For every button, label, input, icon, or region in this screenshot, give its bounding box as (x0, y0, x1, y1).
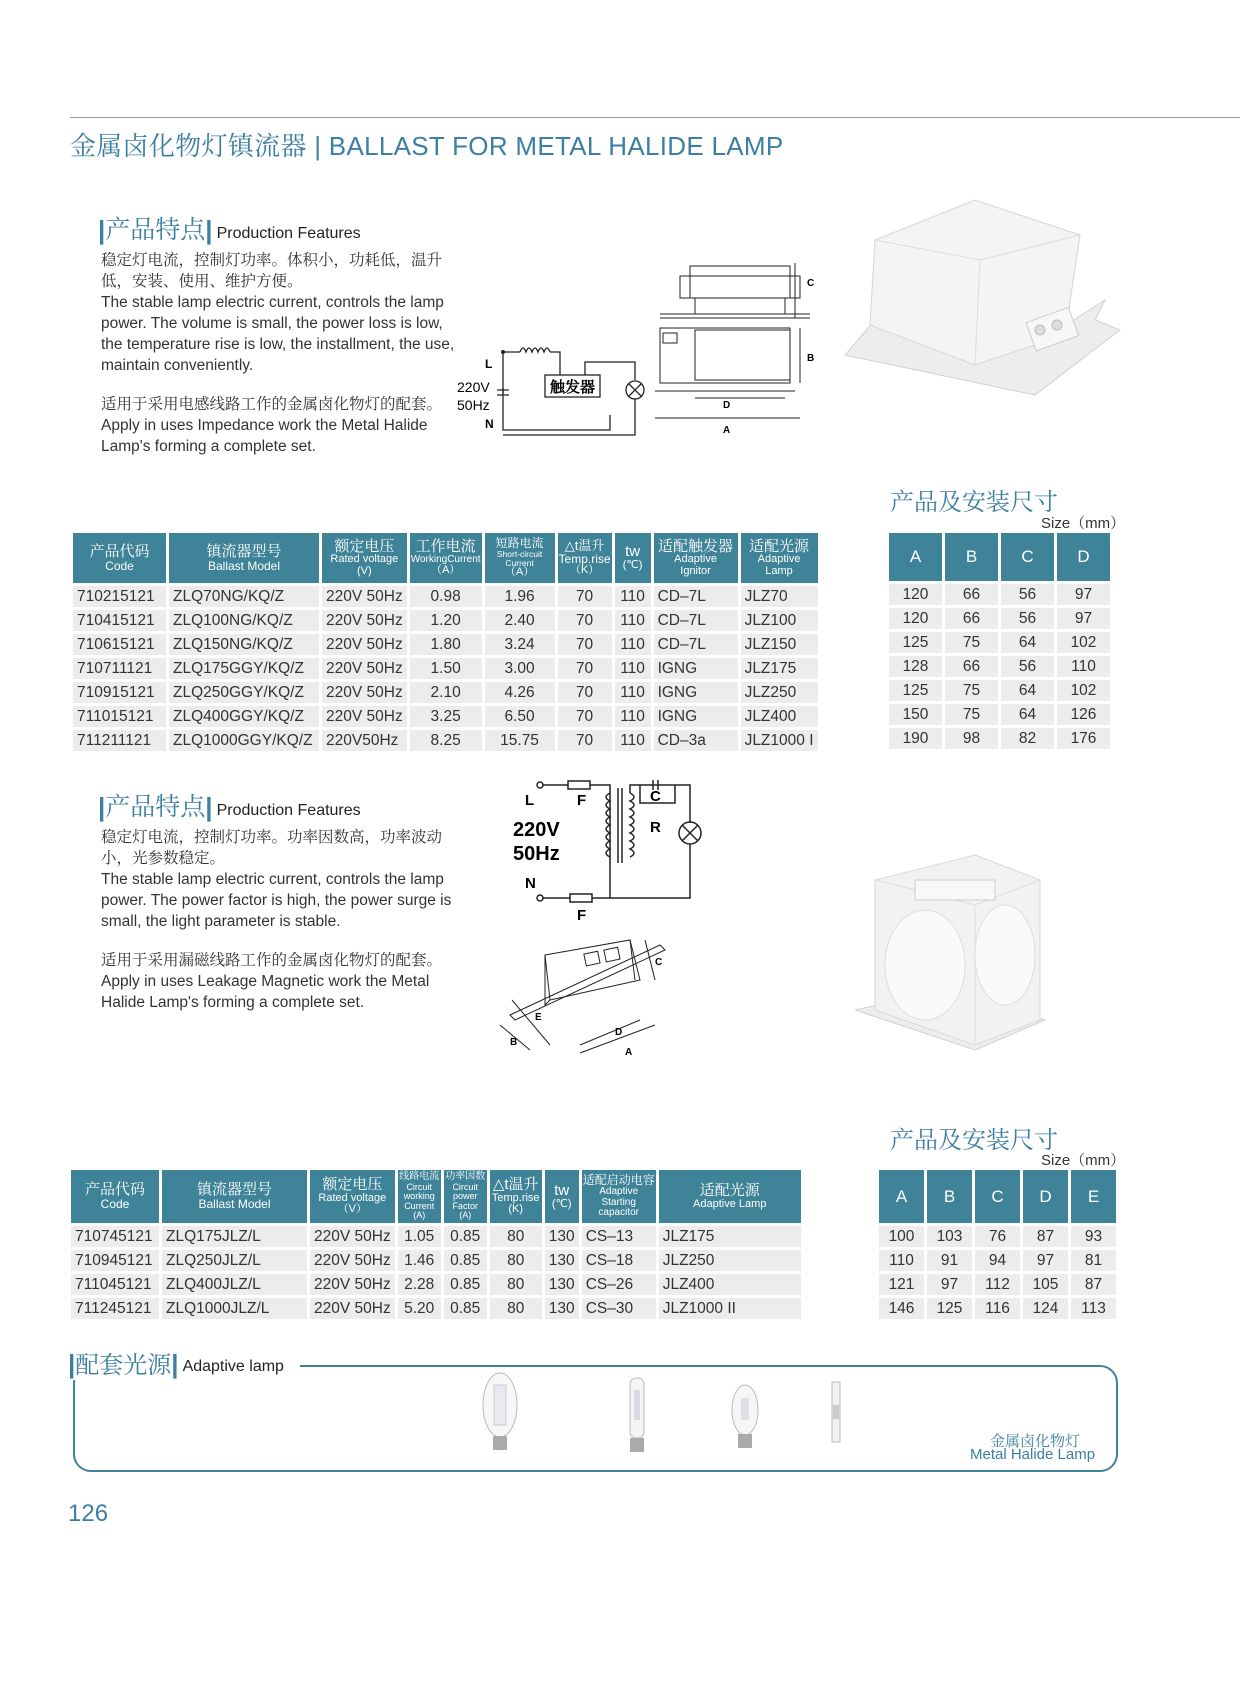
table-cell: 64 (1001, 704, 1054, 725)
table-cell: 128 (889, 656, 942, 677)
table-cell: 120 (889, 584, 942, 605)
table-cell: 87 (1071, 1274, 1116, 1295)
table-cell: JLZ400 (659, 1274, 801, 1295)
heading-bar: | (205, 792, 213, 822)
table-cell: 97 (927, 1274, 972, 1295)
table-row (73, 682, 818, 703)
heading-bar: | (205, 215, 213, 245)
th-size-d: D (1023, 1170, 1068, 1223)
table-cell: 220V 50Hz (310, 1298, 395, 1319)
table-cell: ZLQ150NG/KQ/Z (169, 634, 319, 655)
table-cell: 70 (558, 610, 612, 631)
table-cell: 82 (1001, 728, 1054, 749)
table-cell: 126 (1057, 704, 1110, 725)
heading-bar: | (98, 215, 106, 245)
circuit-label-l: L (525, 792, 535, 809)
table-cell: 97 (1023, 1250, 1068, 1271)
table-cell: 76 (975, 1226, 1020, 1247)
th-working-current: 工作电流 WorkingCurrent （A） (410, 533, 482, 583)
table-cell: 0.85 (444, 1298, 487, 1319)
table-cell: 80 (490, 1250, 542, 1271)
th-size-b: B (945, 533, 998, 581)
page-number: 126 (68, 1500, 109, 1527)
th-size-a: A (879, 1170, 924, 1223)
lamp-tubular (630, 1378, 644, 1452)
th-temp-rise: △t温升 Temp.rise （K） (558, 533, 612, 583)
table-cell: 110 (615, 682, 651, 703)
table-row (71, 1298, 801, 1319)
table-cell: ZLQ175GGY/KQ/Z (169, 658, 319, 679)
th-tw: tw (℃) (545, 1170, 579, 1223)
table-cell: 70 (558, 730, 612, 751)
table-cell: CS–30 (582, 1298, 656, 1319)
table-row (73, 730, 818, 751)
table-row (889, 608, 1110, 629)
table-row (73, 634, 818, 655)
table-cell: CD–7L (654, 586, 738, 607)
dim-label-a: A (625, 1047, 633, 1058)
table-cell: 56 (1001, 656, 1054, 677)
dim-label-e: E (535, 1012, 542, 1023)
table-cell: JLZ250 (741, 682, 818, 703)
table-cell: 80 (490, 1274, 542, 1295)
table-cell: ZLQ70NG/KQ/Z (169, 586, 319, 607)
table-cell: 2.40 (485, 610, 555, 631)
table-row (889, 704, 1110, 725)
dim-label-a: A (723, 425, 731, 436)
table-cell: 220V 50Hz (322, 706, 407, 727)
table-cell: 130 (545, 1226, 579, 1247)
heading-bar: | (68, 1349, 76, 1379)
features-heading-2 (98, 787, 361, 823)
table-cell: 66 (945, 584, 998, 605)
table-cell: 125 (889, 680, 942, 701)
table-cell: 3.25 (410, 706, 482, 727)
circuit-voltage: 220V (513, 819, 560, 841)
dim-label-c: C (807, 278, 815, 289)
th-code: 产品代码 Code (71, 1170, 159, 1223)
table-cell: JLZ70 (741, 586, 818, 607)
table-cell: 220V 50Hz (322, 586, 407, 607)
table-row (889, 632, 1110, 653)
th-size-d: D (1057, 533, 1110, 581)
th-code: 产品代码 Code (73, 533, 166, 583)
desc-zh: 适用于采用漏磁线路工作的金属卤化物灯的配套。 (101, 952, 443, 969)
table-row (71, 1250, 801, 1271)
th-size-e: E (1071, 1170, 1116, 1223)
circuit-ignitor-label: 触发器 (550, 379, 596, 396)
table-cell: 220V 50Hz (310, 1250, 395, 1271)
table-cell: 5.20 (398, 1298, 441, 1319)
table-cell: 70 (558, 706, 612, 727)
table-cell: 105 (1023, 1274, 1068, 1295)
size-table-1 (886, 530, 1113, 752)
table-cell: IGNG (654, 682, 738, 703)
dim-label-d: D (723, 400, 731, 411)
table-row (73, 658, 818, 679)
table-cell: CD–7L (654, 610, 738, 631)
table-cell: 710615121 (73, 634, 166, 655)
table-cell: 110 (615, 634, 651, 655)
table-cell: 70 (558, 634, 612, 655)
table-row (73, 586, 818, 607)
table-cell: 97 (1057, 584, 1110, 605)
table-cell: IGNG (654, 658, 738, 679)
table-cell: 80 (490, 1226, 542, 1247)
table-cell: 220V 50Hz (322, 634, 407, 655)
table-cell: 220V 50Hz (310, 1226, 395, 1247)
features-title-en: Production Features (216, 802, 361, 819)
table-cell: 66 (945, 656, 998, 677)
table-cell: JLZ175 (741, 658, 818, 679)
table-cell: 100 (879, 1226, 924, 1247)
th-lamp: 适配光源 Adaptive Lamp (659, 1170, 801, 1223)
circuit-label-n: N (485, 417, 494, 431)
desc-en: Apply in uses Impedance work the Metal Halide Lamp's forming a complete set. (101, 417, 428, 455)
table-cell: 711211121 (73, 730, 166, 751)
header-rule (70, 117, 1240, 118)
th-ignitor: 适配触发器 Adaptive Ignitor (654, 533, 738, 583)
table-cell: 120 (889, 608, 942, 629)
size-title-2: 产品及安装尺寸 (890, 1126, 1058, 1154)
th-voltage: 额定电压 Rated voltage （V） (310, 1170, 395, 1223)
table-cell: ZLQ400JLZ/L (162, 1274, 307, 1295)
table-cell: CD–3a (654, 730, 738, 751)
table-cell: JLZ175 (659, 1226, 801, 1247)
table-cell: 97 (1057, 608, 1110, 629)
table-cell: CS–26 (582, 1274, 656, 1295)
features-heading-1 (98, 210, 361, 246)
heading-bar: | (98, 792, 106, 822)
dim-label-b: B (807, 353, 815, 364)
table-cell: 102 (1057, 632, 1110, 653)
table-cell: 110 (879, 1250, 924, 1271)
table-cell: 64 (1001, 632, 1054, 653)
table-cell: 710915121 (73, 682, 166, 703)
th-size-a: A (889, 533, 942, 581)
th-size-b: B (927, 1170, 972, 1223)
size-table-2 (876, 1167, 1119, 1322)
table-cell: 1.96 (485, 586, 555, 607)
table-cell: CD–7L (654, 634, 738, 655)
table-cell: ZLQ1000GGY/KQ/Z (169, 730, 319, 751)
features-title-en: Production Features (216, 225, 361, 242)
th-short-circuit-current: 短路电流 Short-circuit Current （A） (485, 533, 555, 583)
table-cell: 190 (889, 728, 942, 749)
desc-en: The stable lamp electric current, controls the lamp power. The volume is small, the power loss is low, the temperature rise is low, the installment, the use, maintain conveniently. (101, 294, 455, 374)
th-capacitor: 适配启动电容 Adaptive Starting capacitor (582, 1170, 656, 1223)
table-cell: ZLQ100NG/KQ/Z (169, 610, 319, 631)
table-cell: 75 (945, 680, 998, 701)
table-cell: 130 (545, 1250, 579, 1271)
table-cell: 110 (615, 706, 651, 727)
table-row (71, 1274, 801, 1295)
table-cell: JLZ1000 II (659, 1298, 801, 1319)
table-cell: 1.80 (410, 634, 482, 655)
table-cell: 146 (879, 1298, 924, 1319)
table-cell: ZLQ250JLZ/L (162, 1250, 307, 1271)
table-cell: 110 (615, 586, 651, 607)
table-row (879, 1226, 1116, 1247)
table-cell: 130 (545, 1274, 579, 1295)
lamp-double-ended (832, 1382, 840, 1442)
th-temp-rise: △t温升 Temp.rise (K) (490, 1170, 542, 1223)
table-cell: 121 (879, 1274, 924, 1295)
table-row (879, 1250, 1116, 1271)
table-cell: CS–13 (582, 1226, 656, 1247)
table-cell: 130 (545, 1298, 579, 1319)
table-cell: 1.50 (410, 658, 482, 679)
heading-bar: | (171, 1349, 179, 1379)
table-row (879, 1298, 1116, 1319)
circuit-label-c: C (650, 788, 661, 805)
table-cell: 102 (1057, 680, 1110, 701)
lamp-images (470, 1370, 870, 1460)
desc-en: The stable lamp electric current, controls the lamp power. The power factor is high, the power surge is small, the light parameter is stable. (101, 871, 452, 930)
th-size-c: C (975, 1170, 1020, 1223)
table-cell: 0.85 (444, 1226, 487, 1247)
table-cell: 220V 50Hz (310, 1274, 395, 1295)
circuit-label-l: L (485, 357, 493, 371)
table-cell: ZLQ175JLZ/L (162, 1226, 307, 1247)
table-cell: 0.85 (444, 1274, 487, 1295)
table-row (889, 680, 1110, 701)
table-cell: 70 (558, 658, 612, 679)
table-cell: 711015121 (73, 706, 166, 727)
size-unit-2: Size（mm） (1041, 1152, 1126, 1169)
features-title-zh: 产品特点 (105, 792, 206, 821)
adaptive-title-zh: 配套光源 (75, 1351, 172, 1379)
table-row (73, 610, 818, 631)
table-cell: 710215121 (73, 586, 166, 607)
table-row (889, 584, 1110, 605)
table-cell: 3.24 (485, 634, 555, 655)
table-cell: 150 (889, 704, 942, 725)
table-cell: 220V50Hz (322, 730, 407, 751)
impedance-circuit-diagram (455, 340, 655, 445)
table-row (879, 1274, 1116, 1295)
features-description-1 (101, 250, 456, 457)
table-cell: 93 (1071, 1226, 1116, 1247)
table-cell: 1.46 (398, 1250, 441, 1271)
table-cell: 0.98 (410, 586, 482, 607)
table-cell: 110 (615, 658, 651, 679)
table-cell: 1.20 (410, 610, 482, 631)
table-cell: 81 (1071, 1250, 1116, 1271)
desc-en: Apply in uses Leakage Magnetic work the Metal Halide Lamp's forming a complete set. (101, 973, 430, 1011)
table-cell: ZLQ1000JLZ/L (162, 1298, 307, 1319)
table-cell: 3.00 (485, 658, 555, 679)
table-cell: 70 (558, 586, 612, 607)
spec-table-2 (68, 1167, 804, 1322)
table-cell: CS–18 (582, 1250, 656, 1271)
table-cell: 4.26 (485, 682, 555, 703)
th-size-c: C (1001, 533, 1054, 581)
table-cell: JLZ150 (741, 634, 818, 655)
th-power-factor: 功率因数 Circuit power Factor (A) (444, 1170, 487, 1223)
circuit-label-f: F (577, 792, 587, 809)
table-cell: 220V 50Hz (322, 658, 407, 679)
table-cell: 116 (975, 1298, 1020, 1319)
table-cell: 8.25 (410, 730, 482, 751)
table-cell: 6.50 (485, 706, 555, 727)
table-row (889, 728, 1110, 749)
table-cell: ZLQ400GGY/KQ/Z (169, 706, 319, 727)
table-cell: 103 (927, 1226, 972, 1247)
size-unit-1: Size（mm） (1041, 515, 1126, 532)
ballast-product-photo-2 (855, 850, 1055, 1060)
table-cell: 124 (1023, 1298, 1068, 1319)
desc-zh: 稳定灯电流，控制灯功率。体积小，功耗低，温升低，安装、使用、维护方便。 (101, 252, 443, 290)
table-cell: 80 (490, 1298, 542, 1319)
desc-zh: 稳定灯电流，控制灯功率。功率因数高，功率波动小，光参数稳定。 (101, 829, 443, 867)
dim-label-d: D (615, 1027, 623, 1038)
table-cell: 56 (1001, 584, 1054, 605)
spec-table-1 (70, 530, 821, 754)
table-cell: 711045121 (71, 1274, 159, 1295)
table-cell: 70 (558, 682, 612, 703)
circuit-label-r: R (650, 819, 661, 836)
size-title-1: 产品及安装尺寸 (890, 488, 1058, 516)
ballast-dimension-drawing-2 (490, 935, 680, 1065)
lamp-caption-en: Metal Halide Lamp (970, 1446, 1096, 1463)
table-cell: 75 (945, 704, 998, 725)
table-cell: 2.10 (410, 682, 482, 703)
th-lamp: 适配光源 Adaptive Lamp (741, 533, 818, 583)
table-cell: 64 (1001, 680, 1054, 701)
lamp-caption-zh: 金属卤化物灯 (990, 1432, 1081, 1450)
lamp-ed-bulb (483, 1373, 517, 1450)
table-cell: 113 (1071, 1298, 1116, 1319)
table-cell: 56 (1001, 608, 1054, 629)
dim-label-b: B (510, 1037, 518, 1048)
table-row (71, 1226, 801, 1247)
table-cell: 125 (927, 1298, 972, 1319)
table-cell: 112 (975, 1274, 1020, 1295)
table-cell: JLZ100 (741, 610, 818, 631)
page-title: 金属卤化物灯镇流器 | BALLAST FOR METAL HALIDE LAMP (70, 131, 784, 161)
table-cell: 91 (927, 1250, 972, 1271)
table-cell: 0.85 (444, 1250, 487, 1271)
th-voltage: 额定电压 Rated voltage (V) (322, 533, 407, 583)
table-cell: 110 (615, 610, 651, 631)
table-cell: IGNG (654, 706, 738, 727)
table-cell: 220V 50Hz (322, 682, 407, 703)
features-description-2 (101, 827, 456, 1013)
table-row (73, 706, 818, 727)
circuit-voltage: 220V (457, 379, 490, 395)
table-cell: 94 (975, 1250, 1020, 1271)
th-model: 镇流器型号 Ballast Model (162, 1170, 307, 1223)
table-cell: 176 (1057, 728, 1110, 749)
table-cell: 15.75 (485, 730, 555, 751)
ballast-dimension-drawing-1 (655, 258, 825, 438)
dim-label-c: C (655, 957, 663, 968)
table-cell: 220V 50Hz (322, 610, 407, 631)
circuit-frequency: 50Hz (457, 397, 490, 413)
table-cell: 125 (889, 632, 942, 653)
table-cell: JLZ1000 I (741, 730, 818, 751)
table-cell: JLZ400 (741, 706, 818, 727)
table-cell: 710415121 (73, 610, 166, 631)
table-row (889, 656, 1110, 677)
ballast-product-photo-1 (835, 180, 1135, 410)
table-cell: 711245121 (71, 1298, 159, 1319)
circuit-label-f: F (577, 907, 587, 923)
table-cell: ZLQ250GGY/KQ/Z (169, 682, 319, 703)
lamp-bt-bulb (732, 1385, 758, 1448)
circuit-frequency: 50Hz (513, 843, 560, 865)
table-cell: 710711121 (73, 658, 166, 679)
th-circuit-current: 线路电流 Circuit working Current (A) (398, 1170, 441, 1223)
table-cell: 110 (615, 730, 651, 751)
table-cell: 710945121 (71, 1250, 159, 1271)
circuit-label-n: N (525, 875, 536, 892)
adaptive-lamp-heading (60, 1340, 300, 1380)
table-cell: 2.28 (398, 1274, 441, 1295)
table-cell: 110 (1057, 656, 1110, 677)
table-cell: 66 (945, 608, 998, 629)
desc-zh: 适用于采用电感线路工作的金属卤化物灯的配套。 (101, 396, 443, 413)
th-tw: tw (℃) (615, 533, 651, 583)
features-title-zh: 产品特点 (105, 215, 206, 244)
table-cell: 75 (945, 632, 998, 653)
adaptive-title-en: Adaptive lamp (182, 1358, 284, 1375)
table-cell: 87 (1023, 1226, 1068, 1247)
table-cell: 1.05 (398, 1226, 441, 1247)
table-cell: 98 (945, 728, 998, 749)
leakage-circuit-diagram (510, 773, 710, 923)
table-cell: 710745121 (71, 1226, 159, 1247)
table-cell: JLZ250 (659, 1250, 801, 1271)
th-model: 镇流器型号 Ballast Model (169, 533, 319, 583)
